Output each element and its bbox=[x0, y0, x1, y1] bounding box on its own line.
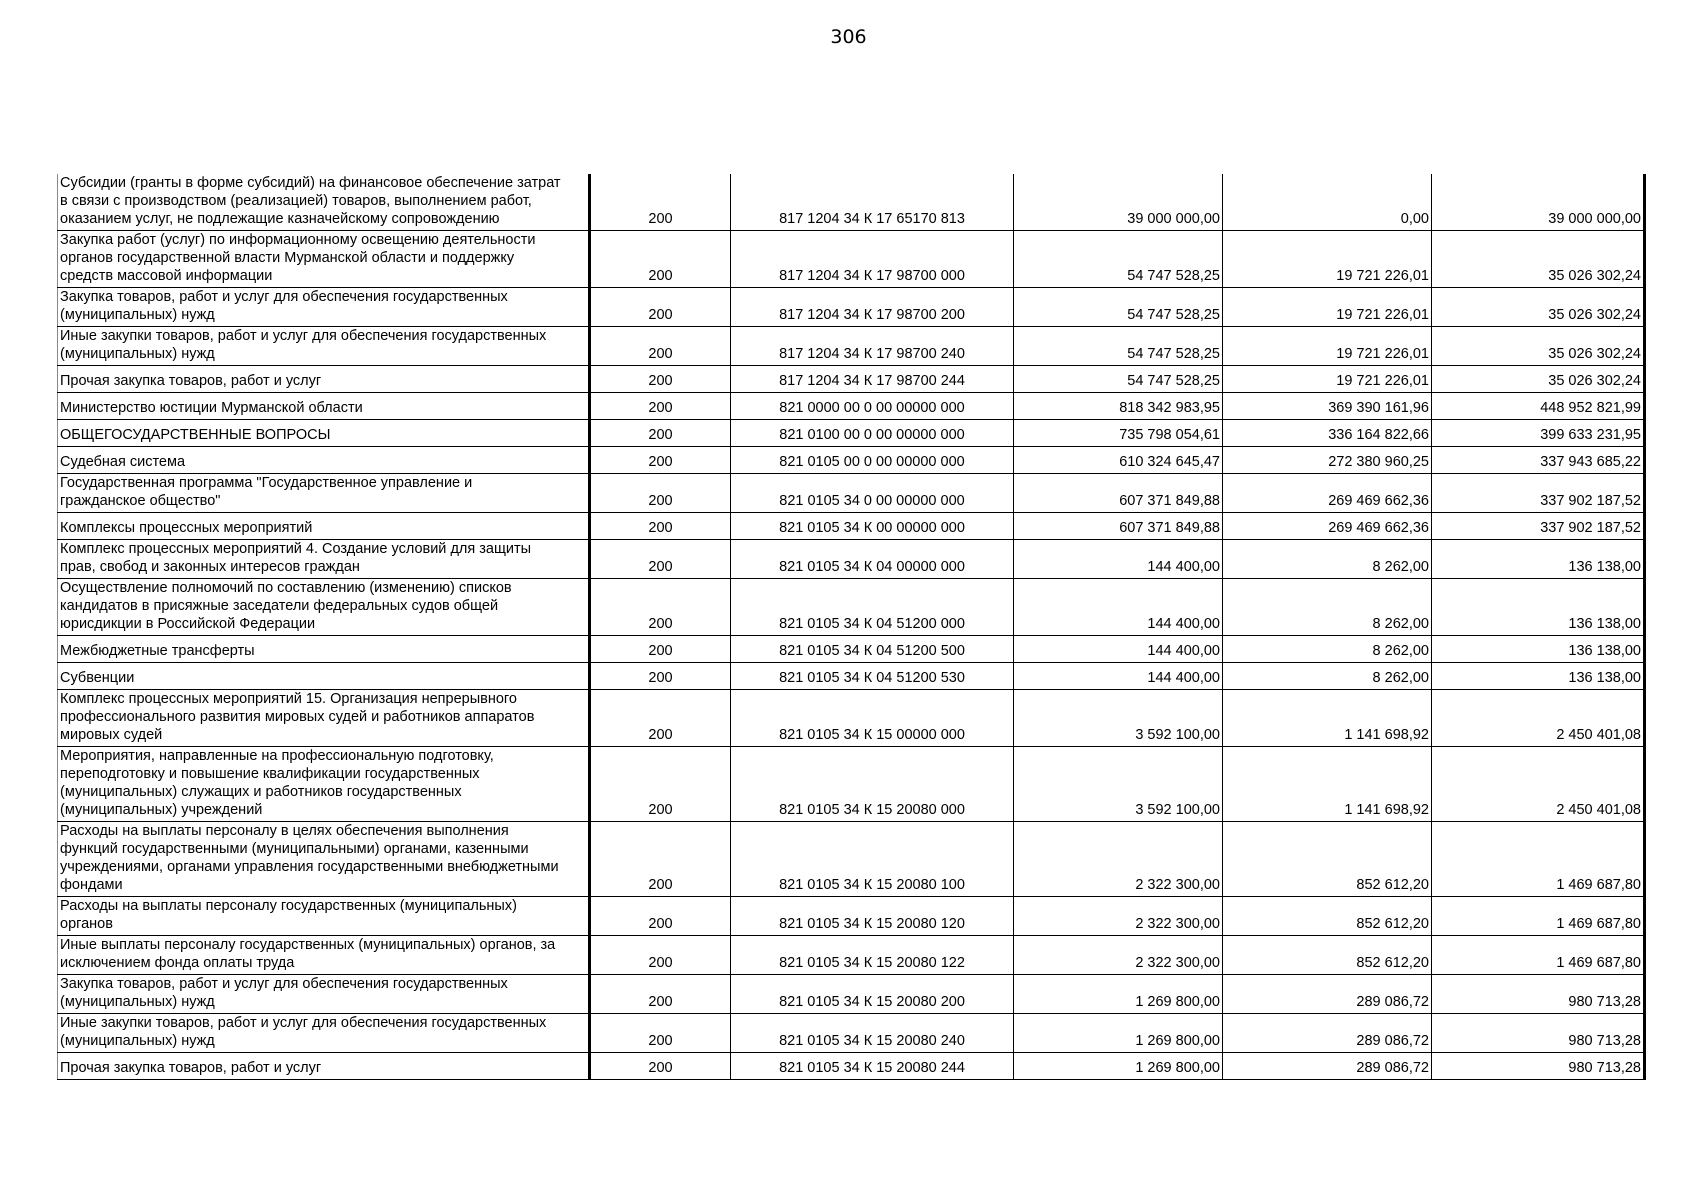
row-approved-amount: 54 747 528,25 bbox=[1014, 327, 1223, 366]
row-budget-code: 821 0105 34 0 00 00000 000 bbox=[731, 474, 1014, 513]
row-unexecuted-amount: 980 713,28 bbox=[1432, 1053, 1645, 1080]
row-section-code: 200 bbox=[590, 1014, 731, 1053]
row-unexecuted-amount: 136 138,00 bbox=[1432, 540, 1645, 579]
row-unexecuted-amount: 448 952 821,99 bbox=[1432, 393, 1645, 420]
row-approved-amount: 144 400,00 bbox=[1014, 663, 1223, 690]
row-name: Расходы на выплаты персоналу государственных (муниципальных) органов bbox=[58, 897, 590, 936]
table-row bbox=[58, 513, 1645, 540]
row-unexecuted-amount: 35 026 302,24 bbox=[1432, 231, 1645, 288]
row-budget-code: 817 1204 34 К 17 98700 000 bbox=[731, 231, 1014, 288]
row-name: Закупка товаров, работ и услуг для обеспечения государственных (муниципальных) нужд bbox=[58, 975, 590, 1014]
row-unexecuted-amount: 337 943 685,22 bbox=[1432, 447, 1645, 474]
table-row bbox=[58, 897, 1645, 936]
table-row bbox=[58, 327, 1645, 366]
budget-table bbox=[57, 174, 1646, 1080]
row-executed-amount: 852 612,20 bbox=[1223, 936, 1432, 975]
row-name: Субвенции bbox=[58, 663, 590, 690]
row-approved-amount: 3 592 100,00 bbox=[1014, 690, 1223, 747]
row-executed-amount: 1 141 698,92 bbox=[1223, 747, 1432, 822]
row-section-code: 200 bbox=[590, 690, 731, 747]
row-section-code: 200 bbox=[590, 231, 731, 288]
row-budget-code: 821 0105 34 К 15 20080 244 bbox=[731, 1053, 1014, 1080]
row-section-code: 200 bbox=[590, 447, 731, 474]
row-budget-code: 821 0100 00 0 00 00000 000 bbox=[731, 420, 1014, 447]
table-row bbox=[58, 663, 1645, 690]
row-executed-amount: 369 390 161,96 bbox=[1223, 393, 1432, 420]
row-approved-amount: 735 798 054,61 bbox=[1014, 420, 1223, 447]
row-budget-code: 817 1204 34 К 17 98700 240 bbox=[731, 327, 1014, 366]
row-name: Закупка товаров, работ и услуг для обеспечения государственных (муниципальных) нужд bbox=[58, 288, 590, 327]
table-row bbox=[58, 936, 1645, 975]
row-budget-code: 821 0105 34 К 15 20080 122 bbox=[731, 936, 1014, 975]
table-row bbox=[58, 420, 1645, 447]
table-row bbox=[58, 447, 1645, 474]
row-approved-amount: 610 324 645,47 bbox=[1014, 447, 1223, 474]
row-budget-code: 821 0105 34 К 15 20080 100 bbox=[731, 822, 1014, 897]
row-approved-amount: 39 000 000,00 bbox=[1014, 174, 1223, 231]
row-name: Межбюджетные трансферты bbox=[58, 636, 590, 663]
row-budget-code: 821 0105 34 К 15 20080 120 bbox=[731, 897, 1014, 936]
table-row bbox=[58, 690, 1645, 747]
row-budget-code: 821 0105 34 К 15 20080 000 bbox=[731, 747, 1014, 822]
row-name: Министерство юстиции Мурманской области bbox=[58, 393, 590, 420]
row-approved-amount: 54 747 528,25 bbox=[1014, 366, 1223, 393]
table-row bbox=[58, 366, 1645, 393]
row-executed-amount: 8 262,00 bbox=[1223, 540, 1432, 579]
table-row bbox=[58, 1053, 1645, 1080]
row-unexecuted-amount: 980 713,28 bbox=[1432, 1014, 1645, 1053]
table-row bbox=[58, 636, 1645, 663]
row-section-code: 200 bbox=[590, 327, 731, 366]
row-section-code: 200 bbox=[590, 663, 731, 690]
row-approved-amount: 3 592 100,00 bbox=[1014, 747, 1223, 822]
row-executed-amount: 19 721 226,01 bbox=[1223, 327, 1432, 366]
row-budget-code: 821 0105 34 К 15 20080 240 bbox=[731, 1014, 1014, 1053]
row-executed-amount: 269 469 662,36 bbox=[1223, 513, 1432, 540]
row-executed-amount: 19 721 226,01 bbox=[1223, 366, 1432, 393]
row-approved-amount: 144 400,00 bbox=[1014, 579, 1223, 636]
row-executed-amount: 0,00 bbox=[1223, 174, 1432, 231]
row-approved-amount: 1 269 800,00 bbox=[1014, 975, 1223, 1014]
row-name: Судебная система bbox=[58, 447, 590, 474]
table-row bbox=[58, 474, 1645, 513]
table-row bbox=[58, 231, 1645, 288]
row-unexecuted-amount: 399 633 231,95 bbox=[1432, 420, 1645, 447]
row-budget-code: 817 1204 34 К 17 65170 813 bbox=[731, 174, 1014, 231]
row-section-code: 200 bbox=[590, 393, 731, 420]
row-unexecuted-amount: 35 026 302,24 bbox=[1432, 327, 1645, 366]
row-unexecuted-amount: 337 902 187,52 bbox=[1432, 474, 1645, 513]
row-executed-amount: 1 141 698,92 bbox=[1223, 690, 1432, 747]
row-name: Мероприятия, направленные на профессиональную подготовку, переподготовку и повышение квалификации государственных (муниципальных) служащих и работников государственных (муниципальных) учреждений bbox=[58, 747, 590, 822]
row-name: Субсидии (гранты в форме субсидий) на финансовое обеспечение затрат в связи с производством (реализацией) товаров, выполнением работ, оказанием услуг, не подлежащие казначейскому сопровождению bbox=[58, 174, 590, 231]
row-approved-amount: 607 371 849,88 bbox=[1014, 474, 1223, 513]
row-approved-amount: 2 322 300,00 bbox=[1014, 897, 1223, 936]
row-section-code: 200 bbox=[590, 822, 731, 897]
row-section-code: 200 bbox=[590, 366, 731, 393]
row-budget-code: 817 1204 34 К 17 98700 200 bbox=[731, 288, 1014, 327]
row-budget-code: 821 0105 00 0 00 00000 000 bbox=[731, 447, 1014, 474]
row-section-code: 200 bbox=[590, 636, 731, 663]
row-unexecuted-amount: 39 000 000,00 bbox=[1432, 174, 1645, 231]
row-unexecuted-amount: 136 138,00 bbox=[1432, 636, 1645, 663]
table-row bbox=[58, 579, 1645, 636]
row-name: Прочая закупка товаров, работ и услуг bbox=[58, 366, 590, 393]
table-row bbox=[58, 822, 1645, 897]
row-name: Иные закупки товаров, работ и услуг для обеспечения государственных (муниципальных) нужд bbox=[58, 327, 590, 366]
row-unexecuted-amount: 35 026 302,24 bbox=[1432, 366, 1645, 393]
row-name: ОБЩЕГОСУДАРСТВЕННЫЕ ВОПРОСЫ bbox=[58, 420, 590, 447]
table-row bbox=[58, 1014, 1645, 1053]
row-budget-code: 817 1204 34 К 17 98700 244 bbox=[731, 366, 1014, 393]
row-name: Иные закупки товаров, работ и услуг для обеспечения государственных (муниципальных) нужд bbox=[58, 1014, 590, 1053]
row-approved-amount: 607 371 849,88 bbox=[1014, 513, 1223, 540]
row-executed-amount: 269 469 662,36 bbox=[1223, 474, 1432, 513]
row-section-code: 200 bbox=[590, 897, 731, 936]
row-approved-amount: 54 747 528,25 bbox=[1014, 288, 1223, 327]
row-budget-code: 821 0105 34 К 04 51200 530 bbox=[731, 663, 1014, 690]
row-budget-code: 821 0105 34 К 04 51200 500 bbox=[731, 636, 1014, 663]
row-name: Комплекс процессных мероприятий 15. Организация непрерывного профессионального развития мировых судей и работников аппаратов мировых судей bbox=[58, 690, 590, 747]
row-executed-amount: 852 612,20 bbox=[1223, 822, 1432, 897]
row-name: Комплекс процессных мероприятий 4. Создание условий для защиты прав, свобод и законных интересов граждан bbox=[58, 540, 590, 579]
row-approved-amount: 144 400,00 bbox=[1014, 636, 1223, 663]
row-executed-amount: 19 721 226,01 bbox=[1223, 231, 1432, 288]
row-budget-code: 821 0000 00 0 00 00000 000 bbox=[731, 393, 1014, 420]
row-executed-amount: 19 721 226,01 bbox=[1223, 288, 1432, 327]
row-section-code: 200 bbox=[590, 174, 731, 231]
row-section-code: 200 bbox=[590, 513, 731, 540]
row-name: Иные выплаты персоналу государственных (муниципальных) органов, за исключением фонда оплаты труда bbox=[58, 936, 590, 975]
row-section-code: 200 bbox=[590, 975, 731, 1014]
row-name: Государственная программа "Государственное управление и гражданское общество" bbox=[58, 474, 590, 513]
row-executed-amount: 8 262,00 bbox=[1223, 663, 1432, 690]
row-section-code: 200 bbox=[590, 936, 731, 975]
row-executed-amount: 8 262,00 bbox=[1223, 579, 1432, 636]
row-executed-amount: 8 262,00 bbox=[1223, 636, 1432, 663]
row-unexecuted-amount: 980 713,28 bbox=[1432, 975, 1645, 1014]
row-executed-amount: 336 164 822,66 bbox=[1223, 420, 1432, 447]
page-number: 306 bbox=[830, 26, 867, 48]
row-section-code: 200 bbox=[590, 474, 731, 513]
table-row bbox=[58, 540, 1645, 579]
row-approved-amount: 1 269 800,00 bbox=[1014, 1053, 1223, 1080]
row-approved-amount: 818 342 983,95 bbox=[1014, 393, 1223, 420]
row-section-code: 200 bbox=[590, 420, 731, 447]
row-unexecuted-amount: 1 469 687,80 bbox=[1432, 822, 1645, 897]
row-approved-amount: 2 322 300,00 bbox=[1014, 936, 1223, 975]
row-unexecuted-amount: 35 026 302,24 bbox=[1432, 288, 1645, 327]
table-row bbox=[58, 747, 1645, 822]
row-section-code: 200 bbox=[590, 540, 731, 579]
row-budget-code: 821 0105 34 К 04 51200 000 bbox=[731, 579, 1014, 636]
row-budget-code: 821 0105 34 К 15 00000 000 bbox=[731, 690, 1014, 747]
table-row bbox=[58, 975, 1645, 1014]
row-unexecuted-amount: 2 450 401,08 bbox=[1432, 690, 1645, 747]
row-unexecuted-amount: 1 469 687,80 bbox=[1432, 936, 1645, 975]
table-row bbox=[58, 288, 1645, 327]
row-name: Расходы на выплаты персоналу в целях обеспечения выполнения функций государственными (муниципальными) органами, казенными учреждениями, органами управления государственными внебюджетными фондами bbox=[58, 822, 590, 897]
row-name: Комплексы процессных мероприятий bbox=[58, 513, 590, 540]
row-approved-amount: 144 400,00 bbox=[1014, 540, 1223, 579]
row-approved-amount: 2 322 300,00 bbox=[1014, 822, 1223, 897]
row-approved-amount: 54 747 528,25 bbox=[1014, 231, 1223, 288]
row-budget-code: 821 0105 34 К 15 20080 200 bbox=[731, 975, 1014, 1014]
table-row bbox=[58, 393, 1645, 420]
row-executed-amount: 289 086,72 bbox=[1223, 975, 1432, 1014]
row-name: Прочая закупка товаров, работ и услуг bbox=[58, 1053, 590, 1080]
row-unexecuted-amount: 1 469 687,80 bbox=[1432, 897, 1645, 936]
row-unexecuted-amount: 136 138,00 bbox=[1432, 663, 1645, 690]
row-budget-code: 821 0105 34 К 00 00000 000 bbox=[731, 513, 1014, 540]
row-budget-code: 821 0105 34 К 04 00000 000 bbox=[731, 540, 1014, 579]
row-unexecuted-amount: 136 138,00 bbox=[1432, 579, 1645, 636]
row-approved-amount: 1 269 800,00 bbox=[1014, 1014, 1223, 1053]
table-body bbox=[58, 174, 1645, 1080]
row-section-code: 200 bbox=[590, 747, 731, 822]
row-executed-amount: 289 086,72 bbox=[1223, 1053, 1432, 1080]
row-name: Осуществление полномочий по составлению (изменению) списков кандидатов в присяжные заседатели федеральных судов общей юрисдикции в Российской Федерации bbox=[58, 579, 590, 636]
row-unexecuted-amount: 2 450 401,08 bbox=[1432, 747, 1645, 822]
row-executed-amount: 272 380 960,25 bbox=[1223, 447, 1432, 474]
table-row bbox=[58, 174, 1645, 231]
row-section-code: 200 bbox=[590, 288, 731, 327]
row-section-code: 200 bbox=[590, 1053, 731, 1080]
row-unexecuted-amount: 337 902 187,52 bbox=[1432, 513, 1645, 540]
row-executed-amount: 289 086,72 bbox=[1223, 1014, 1432, 1053]
row-name: Закупка работ (услуг) по информационному освещению деятельности органов государственной власти Мурманской области и поддержку средств массовой информации bbox=[58, 231, 590, 288]
row-executed-amount: 852 612,20 bbox=[1223, 897, 1432, 936]
row-section-code: 200 bbox=[590, 579, 731, 636]
